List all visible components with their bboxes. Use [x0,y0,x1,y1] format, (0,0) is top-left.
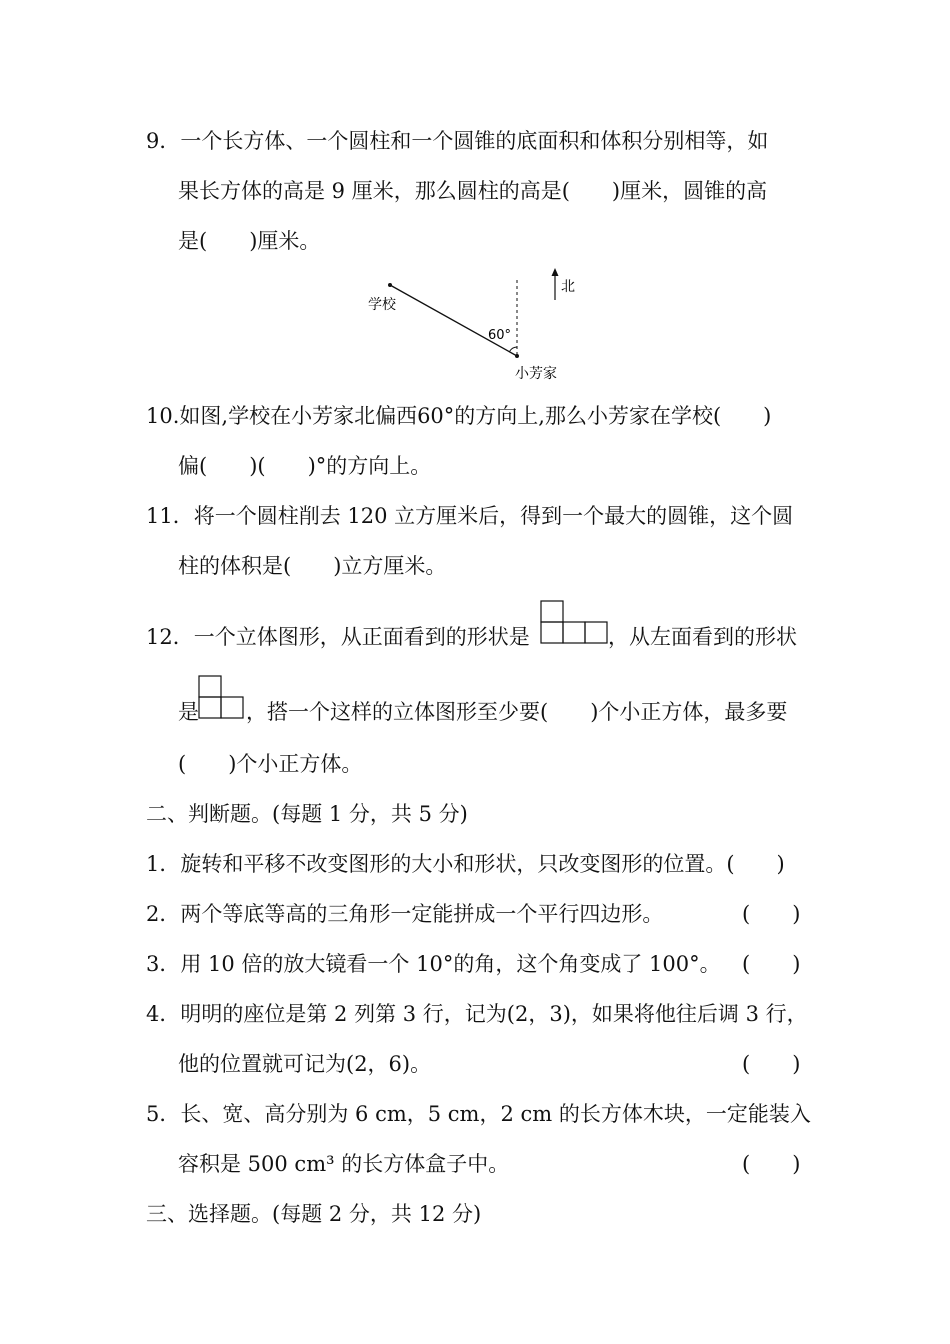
left-view-figure [198,675,246,721]
judge-item-4-cont: 他的位置就可记为(2，6)。 [178,1052,432,1076]
q12-line1a: 12．一个立体图形，从正面看到的形状是 [146,625,530,649]
direction-figure [360,265,590,390]
q11-line1: 11．将一个圆柱削去 120 立方厘米后，得到一个最大的圆锥，这个圆 [146,504,794,528]
section3-title: 三、选择题。(每题 2 分，共 12 分) [146,1202,482,1226]
q12-line2b: ，搭一个这样的立体图形至少要( )个小正方体，最多要 [246,700,788,724]
judge-item-4: 4．明明的座位是第 2 列第 3 行，记为(2，3)，如果将他往后调 3 行， [146,1002,808,1026]
q10-line1: 10.如图,学校在小芳家北偏西60°的方向上,那么小芳家在学校( ) [146,404,772,428]
judge-item-1: 1．旋转和平移不改变图形的大小和形状，只改变图形的位置。( ) [146,852,785,876]
angle-arc [510,347,518,352]
q9-line2: 果长方体的高是 9 厘米，那么圆柱的高是( )厘米，圆锥的高 [178,179,768,203]
q12-line2a: 是 [178,700,199,724]
section2-title: 二、判断题。(每题 1 分，共 5 分) [146,802,468,826]
north-arrow-head [552,268,559,276]
home-label: 小芳家 [515,366,557,382]
north-label: 北 [561,279,575,295]
school-point [388,283,392,287]
school-home-line [390,285,517,356]
judge-item-5-paren: ( ) [742,1152,801,1176]
judge-item-5: 5．长、宽、高分别为 6 cm，5 cm，2 cm 的长方体木块，一定能装入 [146,1102,811,1126]
q12-line3: ( )个小正方体。 [178,752,363,776]
q9-line1: 9．一个长方体、一个圆柱和一个圆锥的底面积和体积分别相等，如 [146,129,769,153]
judge-item-4-paren: ( ) [742,1052,801,1076]
judge-item-2-paren: ( ) [742,902,801,926]
school-label: 学校 [368,297,396,313]
judge-item-2: 2．两个等底等高的三角形一定能拼成一个平行四边形。 [146,902,664,926]
judge-item-3-paren: ( ) [742,952,801,976]
angle-label: 60° [488,328,512,343]
judge-item-5-cont: 容积是 500 cm³ 的长方体盒子中。 [178,1152,510,1176]
q10-line2: 偏( )( )°的方向上。 [178,454,432,478]
q12-line1b: ，从左面看到的形状 [608,625,797,649]
q9-line3: 是( )厘米。 [178,229,321,253]
front-view-figure [540,600,610,646]
home-point [515,354,519,358]
q11-line2: 柱的体积是( )立方厘米。 [178,554,447,578]
judge-item-3: 3．用 10 倍的放大镜看一个 10°的角，这个角变成了 100°。 [146,952,721,976]
